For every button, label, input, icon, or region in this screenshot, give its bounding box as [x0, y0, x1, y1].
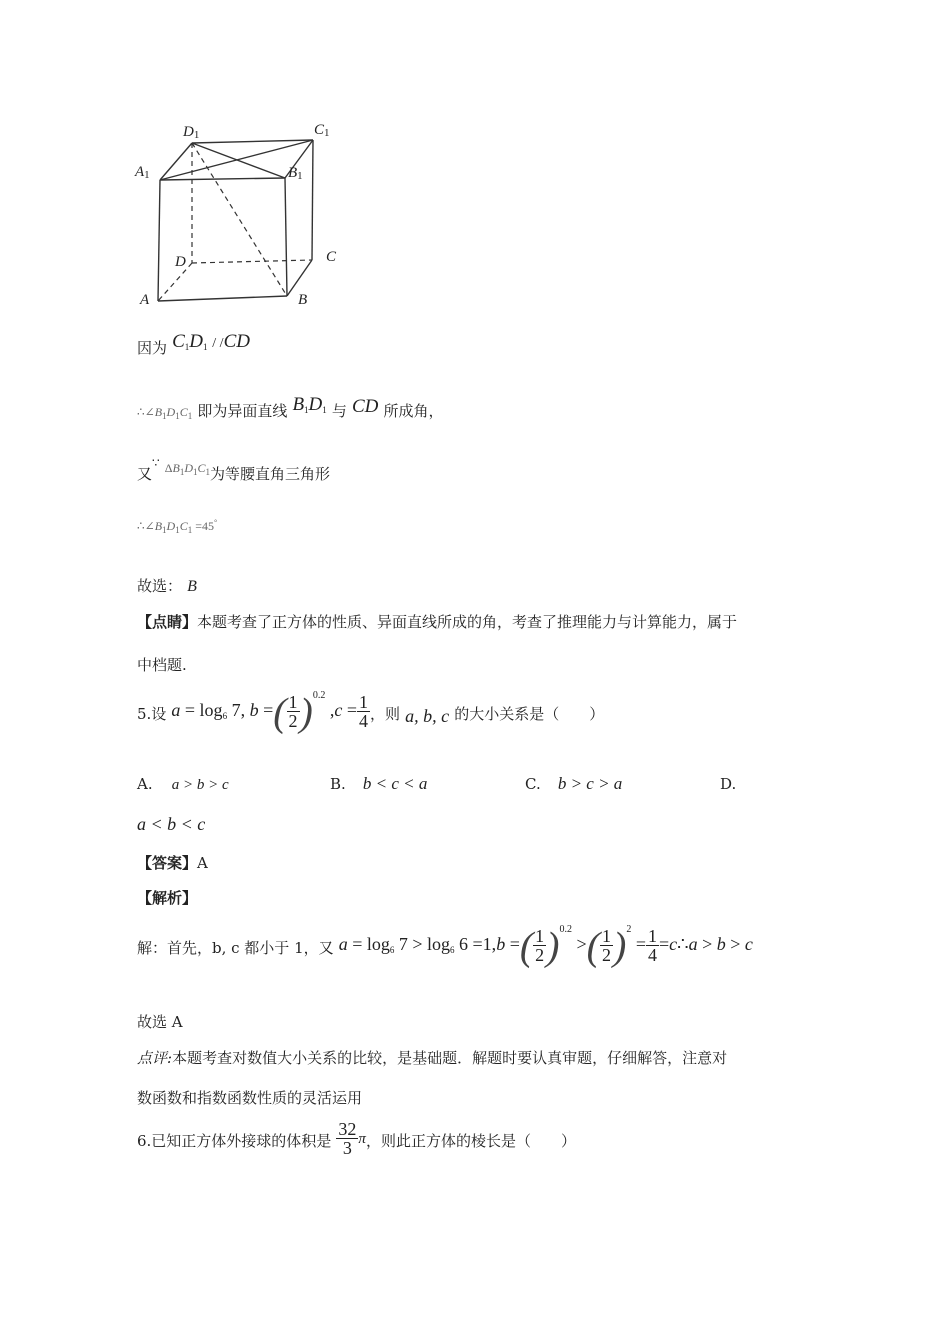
analysis-math: $a = \log_6 7 > \log_6 6 =1,b$ =( $\frac{1}{2}$ )$^{0.2}$ >( $\frac{1}{2}$ )$^2$ = $\frac{1}{4}$ =c∴a > b > c	[338, 923, 753, 968]
line2-math1: $\therefore\angle B_1D_1C_1$	[137, 405, 193, 421]
because-symbol: ∵	[152, 456, 160, 470]
solution-line-3	[137, 456, 331, 484]
q6-fraction	[336, 1120, 358, 1157]
q5-analysis	[137, 922, 753, 969]
line3-text: 为等腰直角三角形	[210, 465, 331, 483]
choice-value: B	[187, 578, 197, 595]
option-b-value: b < c < a	[362, 774, 428, 793]
line2-math2: $B_1D_1$	[292, 394, 327, 415]
label-a1: A1	[135, 164, 150, 181]
comment-label: 【点睛】	[137, 613, 198, 631]
option-d-label: D.	[720, 775, 737, 793]
option-d-value: a < b < c	[137, 814, 206, 834]
q5-option-b[interactable]	[330, 774, 427, 794]
q6-pi: π	[358, 1131, 366, 1147]
option-b-label: B.	[330, 775, 346, 793]
answer-value: A	[197, 854, 208, 872]
solution-line-2	[137, 394, 444, 422]
review-label: 点评:	[137, 1049, 173, 1067]
comment-text-2: 中档题.	[137, 656, 187, 674]
q5-option-a[interactable]	[137, 774, 229, 794]
option-a-value: a > b > c	[171, 777, 229, 793]
comment-text-1: 本题考查了正方体的性质、异面直线所成的角，考查了推理能力与计算能力，属于	[197, 613, 738, 631]
comment-line-2	[137, 654, 187, 675]
review-line-1	[137, 1047, 727, 1068]
option-a-label: A.	[137, 775, 153, 793]
q5-stem-text: ，则	[370, 704, 401, 723]
analysis-prefix: 解：首先，b, c 都小于 1，又	[137, 938, 334, 957]
q5-stem	[137, 688, 604, 735]
cube-figure	[130, 118, 350, 313]
answer-label: 【答案】	[137, 854, 198, 872]
option-c-value: b > c > a	[557, 774, 623, 793]
label-c: C	[326, 249, 337, 265]
label-b: B	[298, 292, 308, 308]
q6-num: 32	[338, 1119, 357, 1139]
q5-answer	[137, 852, 208, 873]
solution-choice	[137, 575, 197, 596]
q5-number: 5.设	[137, 704, 167, 723]
q5-stem-math: $a = \log_6 7$, b =( $\frac{1}{2}$ )$^{0.2}$ ,c = $\frac{1}{4}$	[171, 689, 369, 734]
review-text-2: 数函数和指数函数性质的灵活运用	[137, 1089, 363, 1107]
q5-option-d-value-row	[137, 814, 205, 835]
comment-line-1	[137, 611, 737, 632]
label-b1: B1	[288, 165, 303, 182]
label-d: D	[175, 254, 186, 270]
line2-text3: 所成角，	[383, 402, 444, 420]
review-text-1: 本题考查对数值大小关系的比较，是基础题．解题时要认真审题，仔细解答，注意对	[172, 1049, 728, 1067]
option-c-label: C.	[525, 775, 541, 793]
solution-line-4: $\therefore\angle B_1D_1C_1 =45^\circ$	[137, 518, 218, 535]
line3-math: ΔB1D1C1	[164, 461, 210, 477]
q6-den: 3	[336, 1138, 358, 1157]
label-a: A	[140, 292, 150, 308]
choice-prefix: 故选：	[137, 577, 183, 595]
q6-tail: ，则此正方体的棱长是（ ）	[365, 1132, 576, 1150]
solution-line-1	[137, 331, 250, 359]
line1-prefix: 因为	[137, 339, 168, 357]
analysis-choice: 故选 A	[137, 1013, 183, 1031]
line3-prefix: 又	[137, 465, 153, 483]
label-d1: D1	[183, 124, 200, 141]
line2-text2: 与	[331, 402, 347, 420]
q5-option-c[interactable]	[525, 774, 622, 794]
q5-analysis-label: 【解析】	[137, 889, 198, 907]
line2-math3: CD	[351, 396, 379, 417]
review-line-2	[137, 1087, 362, 1108]
label-c1: C1	[314, 122, 330, 139]
q5-stem-tail: 的大小关系是（ ）	[454, 704, 605, 723]
q5-vars: a, b, c	[405, 705, 450, 726]
line2-text1: 即为异面直线	[197, 402, 288, 420]
line1-math: $C_1D_1 / /CD$	[172, 331, 250, 352]
q6-stem	[137, 1120, 576, 1157]
q5-option-d[interactable]	[720, 774, 736, 793]
q6-number: 6.已知正方体外接球的体积是	[137, 1132, 332, 1150]
